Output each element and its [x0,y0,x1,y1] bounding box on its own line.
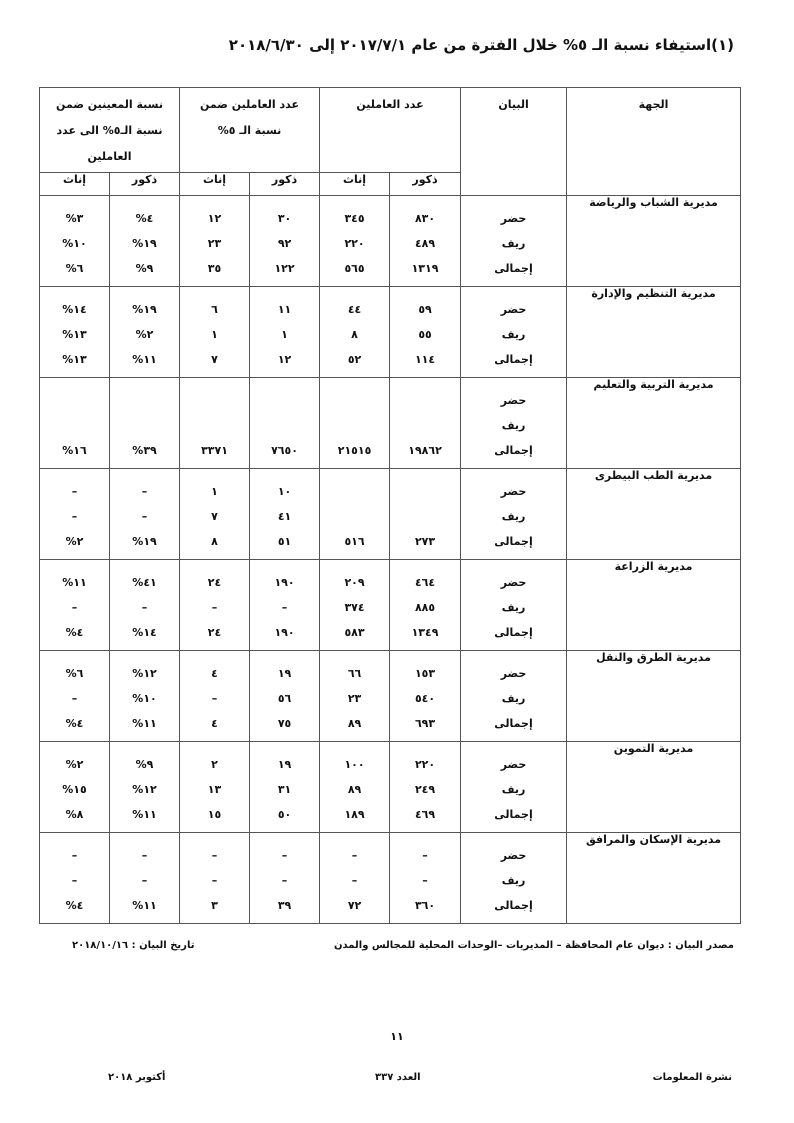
header-workers: عدد العاملين [320,88,461,173]
header-statement: البيان [461,88,567,196]
footer-issue: العدد ٣٣٧ [375,1072,421,1083]
entity-name: مديرية الإسكان والمرافق [567,833,741,924]
ratio-females: ١٤% ١٣% ١٣% [40,287,110,378]
workers-females: ٤٤ ٨ ٥٢ [320,287,390,378]
ratio-females: – – ٤% [40,833,110,924]
statement-cell: حضر ريف إجمالى [461,196,567,287]
workers-males: ٢٧٣ [390,469,461,560]
workers-females: – – ٧٢ [320,833,390,924]
pct-workers-females: ٢٤ – ٢٤ [180,560,250,651]
ratio-males: ٩% ١٢% ١١% [110,742,180,833]
workers-males: ١٥٣ ٥٤٠ ٦٩٣ [390,651,461,742]
page-title: (١)استيفاء نسبة الـ ٥% خلال الفترة من عام ٢٠١٧/٧/١ إلى ٢٠١٨/٦/٣٠ [228,36,734,54]
ratio-males: – – ١١% [110,833,180,924]
statement-cell: حضر ريف إجمالى [461,287,567,378]
entity-name: مديرية التنظيم والإدارة [567,287,741,378]
table-row [40,378,741,469]
pct-workers-females: – – ٣ [180,833,250,924]
entity-name: مديرية التموين [567,742,741,833]
table-row [40,742,741,833]
ratio-females: – – ٢% [40,469,110,560]
data-date-note: تاريخ البيان : ٢٠١٨/١٠/١٦ [72,940,195,951]
workers-females: ١٠٠ ٨٩ ١٨٩ [320,742,390,833]
data-source-note: مصدر البيان : ديوان عام المحافظة – المديريات –الوحدات المحلية للمجالس والمدن [334,940,734,951]
pct-workers-males: ١٠ ٤١ ٥١ [250,469,320,560]
pct-workers-males: ٣٠ ٩٢ ١٢٢ [250,196,320,287]
workers-females: ٢١٥١٥ [320,378,390,469]
footer-month: أكتوبر ٢٠١٨ [108,1072,166,1083]
workers-males: ٤٦٤ ٨٨٥ ١٣٤٩ [390,560,461,651]
ratio-females: ٦% – ٤% [40,651,110,742]
workers-females: ٥١٦ [320,469,390,560]
ratio-males: ٤١% – ١٤% [110,560,180,651]
statement-cell: حضر ريف إجمالى [461,651,567,742]
statement-cell: حضر ريف إجمالى [461,378,567,469]
statement-cell: حضر ريف إجمالى [461,742,567,833]
table-row [40,560,741,651]
employment-table [39,87,741,924]
header-entity: الجهة [567,88,741,196]
workers-males: ١٩٨٦٢ [390,378,461,469]
entity-name: مديرية الطرق والنقل [567,651,741,742]
pct-workers-males: ٧٦٥٠ [250,378,320,469]
workers-males: – – ٣٦٠ [390,833,461,924]
ratio-females: ٢% ١٥% ٨% [40,742,110,833]
subheader-males: ذكور [250,173,320,196]
page-number: ١١ [390,1030,404,1043]
pct-workers-females: ١٢ ٢٣ ٣٥ [180,196,250,287]
subheader-males: ذكور [390,173,461,196]
ratio-males: ١٩% ٢% ١١% [110,287,180,378]
subheader-females: إناث [180,173,250,196]
header-workers-5pct: عدد العاملين ضمن نسبة الـ ٥% [180,88,320,173]
pct-workers-males: ١٩ ٣١ ٥٠ [250,742,320,833]
statement-cell: حضر ريف إجمالى [461,560,567,651]
pct-workers-females: ٢ ١٣ ١٥ [180,742,250,833]
table-row [40,196,741,287]
statement-cell: حضر ريف إجمالى [461,833,567,924]
ratio-males: ٣٩% [110,378,180,469]
subheader-males: ذكور [110,173,180,196]
workers-males: ٢٢٠ ٢٤٩ ٤٦٩ [390,742,461,833]
entity-name: مديرية الزراعة [567,560,741,651]
table-row [40,833,741,924]
statement-cell: حضر ريف إجمالى [461,469,567,560]
ratio-females: ٣% ١٠% ٦% [40,196,110,287]
ratio-females: ١١% – ٤% [40,560,110,651]
entity-name: مديرية الطب البيطرى [567,469,741,560]
footer-publication: نشرة المعلومات [652,1072,732,1083]
pct-workers-females: ١ ٧ ٨ [180,469,250,560]
subheader-females: إناث [320,173,390,196]
table-row [40,287,741,378]
pct-workers-males: – – ٣٩ [250,833,320,924]
pct-workers-females: ٣٣٧١ [180,378,250,469]
pct-workers-males: ١٩٠ – ١٩٠ [250,560,320,651]
workers-males: ٥٩ ٥٥ ١١٤ [390,287,461,378]
workers-females: ٣٤٥ ٢٢٠ ٥٦٥ [320,196,390,287]
subheader-females: إناث [40,173,110,196]
entity-name: مديرية الشباب والرياضة [567,196,741,287]
workers-males: ٨٣٠ ٤٨٩ ١٣١٩ [390,196,461,287]
pct-workers-males: ١٩ ٥٦ ٧٥ [250,651,320,742]
entity-name: مديرية التربية والتعليم [567,378,741,469]
table-row [40,651,741,742]
ratio-females: ١٦% [40,378,110,469]
header-ratio: نسبة المعينين ضمن نسبة الـ٥% الى عدد العاملين [40,88,180,173]
workers-females: ٦٦ ٢٣ ٨٩ [320,651,390,742]
ratio-males: ١٢% ١٠% ١١% [110,651,180,742]
ratio-males: ٤% ١٩% ٩% [110,196,180,287]
pct-workers-females: ٦ ١ ٧ [180,287,250,378]
table-row [40,469,741,560]
pct-workers-females: ٤ – ٤ [180,651,250,742]
workers-females: ٢٠٩ ٣٧٤ ٥٨٣ [320,560,390,651]
pct-workers-males: ١١ ١ ١٢ [250,287,320,378]
ratio-males: – – ١٩% [110,469,180,560]
